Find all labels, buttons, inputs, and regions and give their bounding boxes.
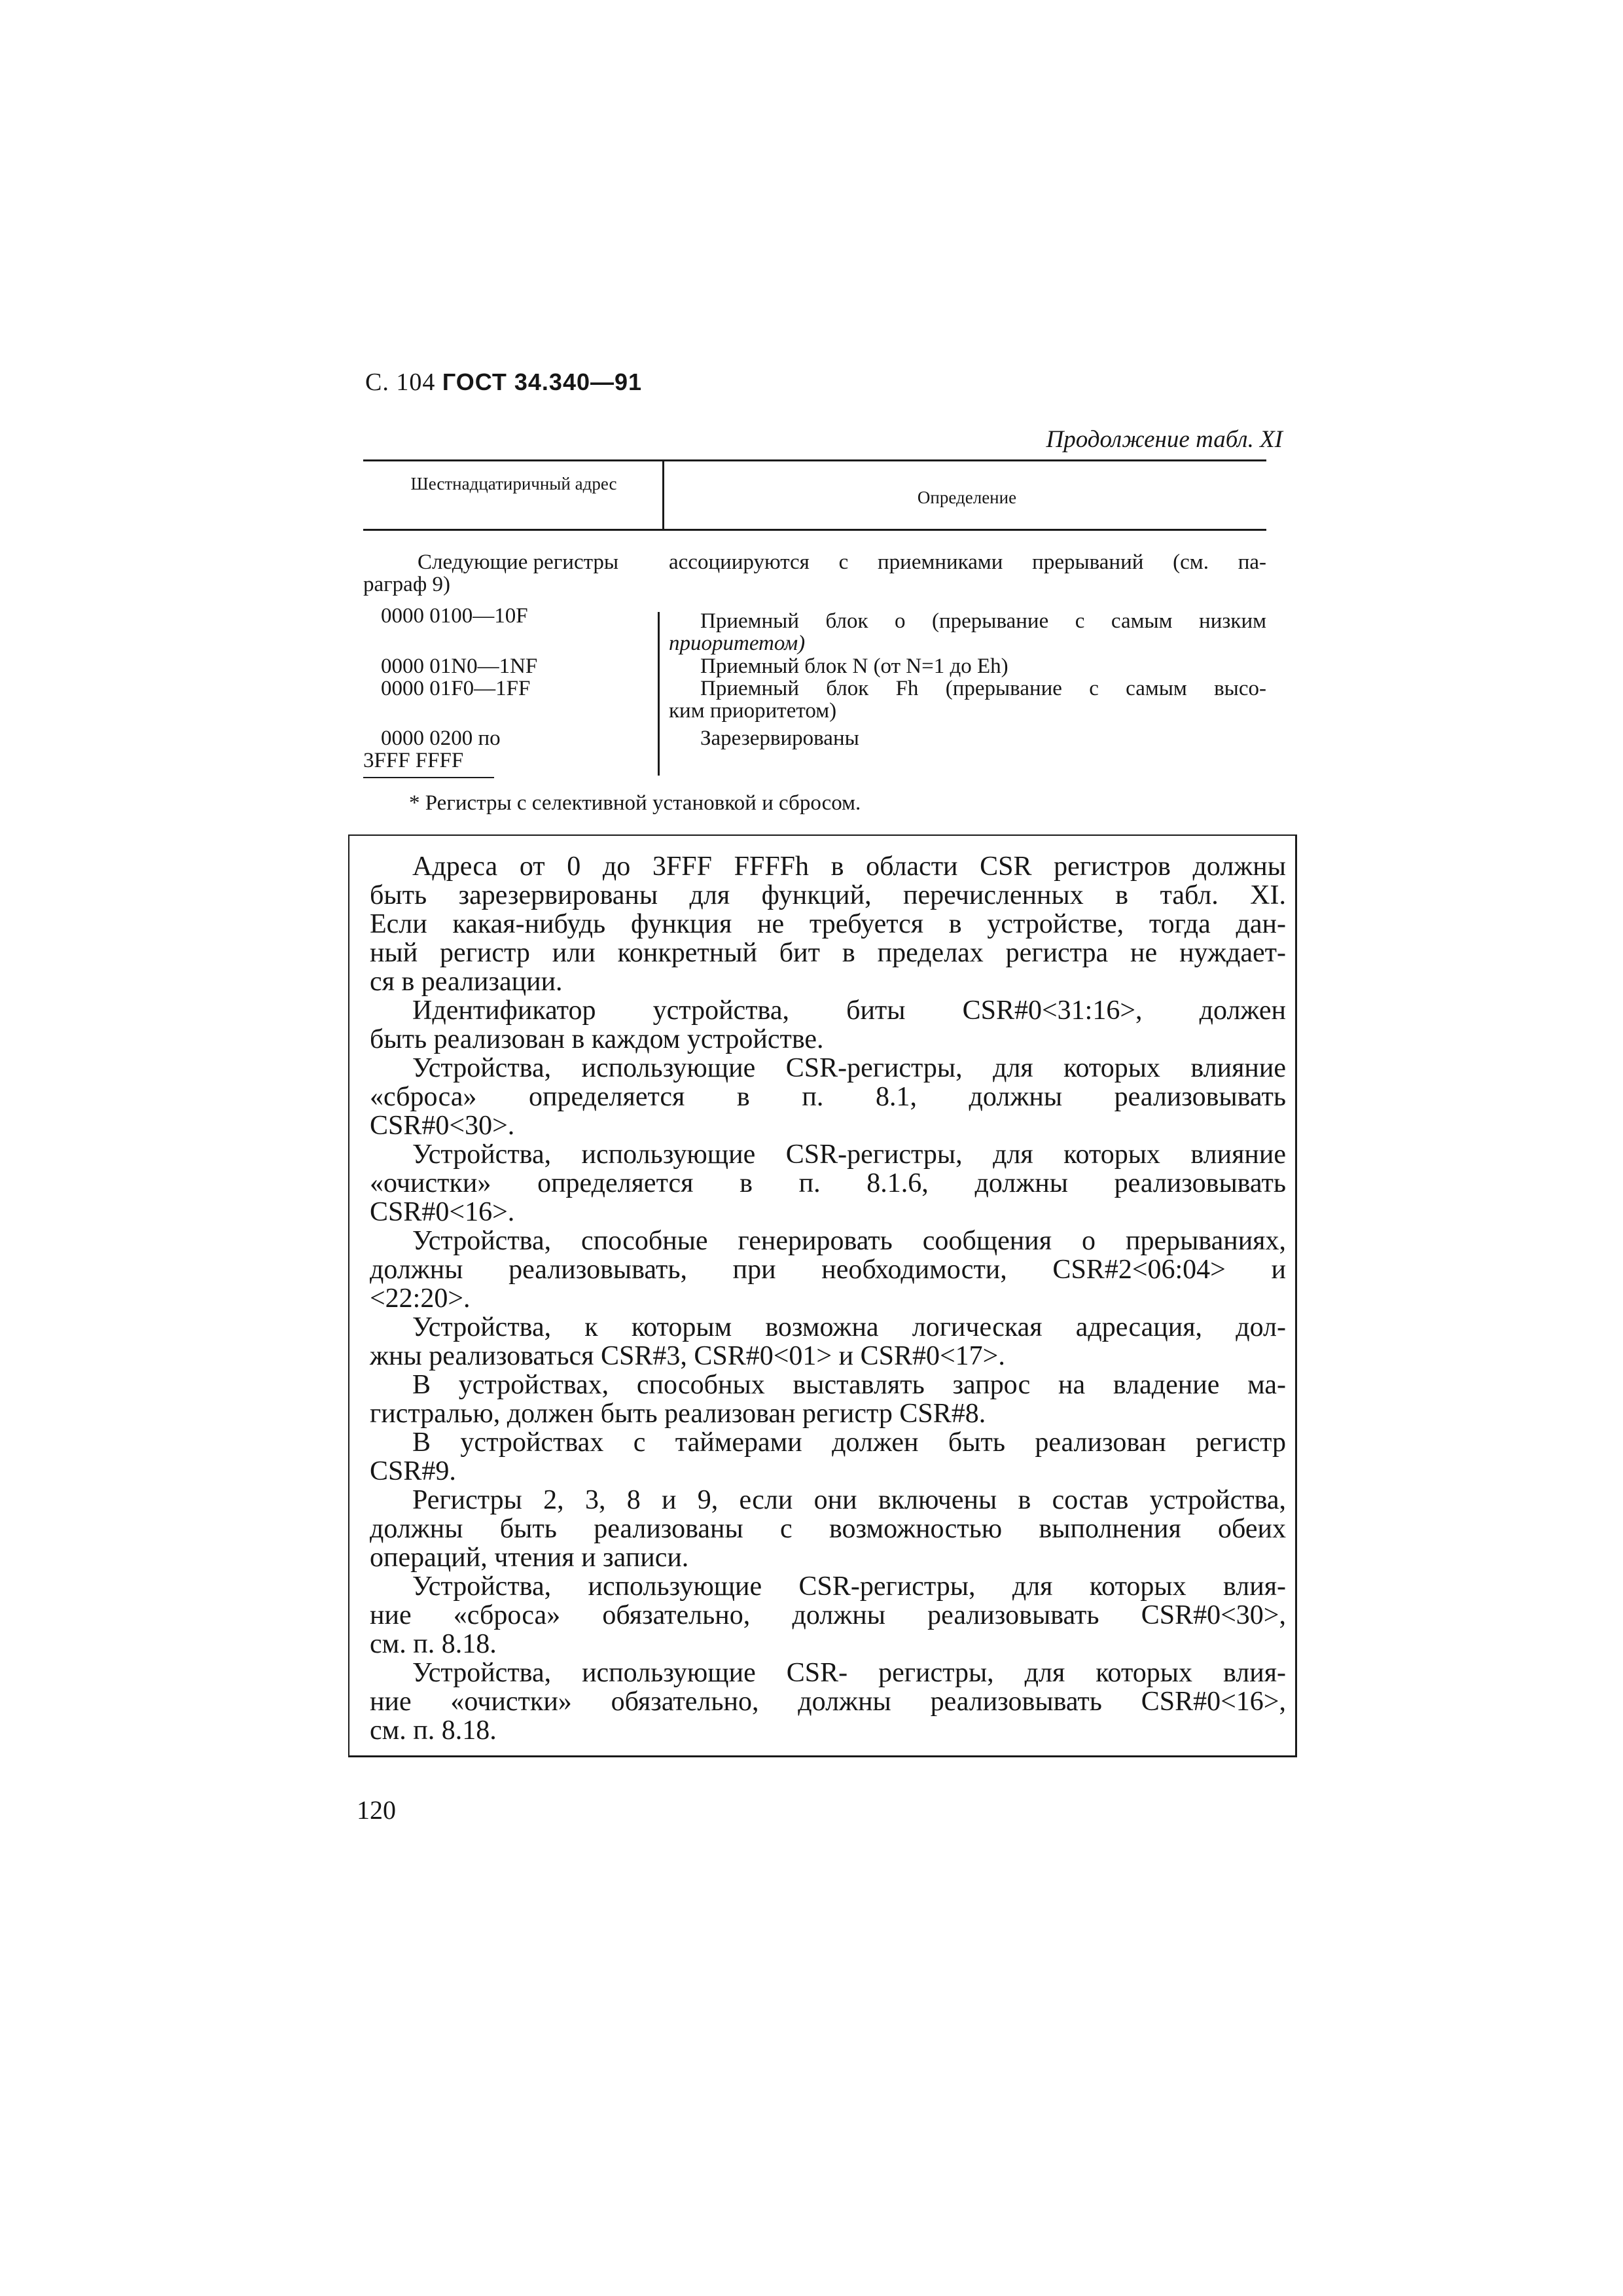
paragraph xyxy=(370,1371,1286,1428)
line: CSR#0<30>. xyxy=(370,1111,515,1141)
paragraph xyxy=(370,1227,1286,1313)
col-header-definition: Определение xyxy=(917,488,1017,507)
line: Устройства, к которым возможна логическая адресация, дол- xyxy=(412,1312,1286,1342)
row-definition-line: Приемный блок о (прерывание с самым низким xyxy=(700,609,1266,633)
line: ся в реализации. xyxy=(370,967,563,997)
paragraph xyxy=(370,1054,1286,1140)
row-address: 0000 0100—10F xyxy=(381,604,528,628)
intro-left: Следующие регистры xyxy=(418,550,619,574)
table-body-divider xyxy=(658,612,660,776)
line: см. п. 8.18. xyxy=(370,1629,497,1659)
paragraph xyxy=(370,852,1286,996)
line: ный регистр или конкретный бит в пределах регистра не нуждает- xyxy=(370,938,1286,968)
table-header-divider xyxy=(662,461,664,529)
line: Устройства, использующие CSR-регистры, для которых влияние xyxy=(412,1139,1286,1170)
line: жны реализоваться CSR#3, CSR#0<01> и CSR#0<17>. xyxy=(370,1341,1005,1371)
table-footnote: * Регистры с селективной установкой и сбросом. xyxy=(409,791,861,815)
box-left-rule xyxy=(348,834,349,1757)
intro-right: ассоциируются с приемниками прерываний (см. па- xyxy=(669,550,1266,574)
box-right-rule xyxy=(1295,834,1297,1757)
line: «сброса» определяется в п. 8.1, должны реализовывать xyxy=(370,1082,1286,1112)
col-header-address: Шестнадцатиричный адрес xyxy=(410,474,617,493)
line: «очистки» определяется в п. 8.1.6, должны реализовывать xyxy=(370,1168,1286,1198)
line: Идентификатор устройства, биты CSR#0<31:16>, должен xyxy=(412,996,1286,1026)
line: Если какая-нибудь функция не требуется в устройстве, тогда дан- xyxy=(370,909,1286,939)
table-top-rule xyxy=(363,459,1266,461)
paragraph xyxy=(370,1428,1286,1486)
line: <22:20>. xyxy=(370,1283,471,1314)
line: ние «очистки» обязательно, должны реализовывать CSR#0<16>, xyxy=(370,1687,1286,1717)
line: CSR#0<16>. xyxy=(370,1197,515,1227)
line: должны быть реализованы с возможностью выполнения обеих xyxy=(370,1514,1286,1544)
paragraph xyxy=(370,1572,1286,1659)
line: быть зарезервированы для функций, перечисленных в табл. XI. xyxy=(370,880,1286,910)
line: Устройства, использующие CSR-регистры, для которых влияние xyxy=(412,1053,1286,1083)
table-caption: Продолжение табл. XI xyxy=(1046,426,1283,453)
page-ref: С. 104 xyxy=(365,368,436,396)
row-address: 3FFF FFFF xyxy=(363,749,464,772)
row-definition-line: Зарезервированы xyxy=(700,726,859,750)
box-top-rule xyxy=(348,834,1297,836)
paragraph xyxy=(370,996,1286,1054)
row-definition-line: Приемный блок N (от N=1 до Eh) xyxy=(700,655,1008,678)
line: Устройства, использующие CSR- регистры, для которых влия- xyxy=(412,1658,1286,1688)
intro-continuation: раграф 9) xyxy=(363,573,450,596)
box-bottom-rule xyxy=(348,1755,1297,1757)
row-address: 0000 01N0—1NF xyxy=(381,655,538,678)
row-definition-line: Приемный блок Fh (прерывание с самым высо- xyxy=(700,677,1266,700)
line: Регистры 2, 3, 8 и 9, если они включены в состав устройства, xyxy=(412,1485,1286,1515)
line: В устройствах, способных выставлять запрос на владение ма- xyxy=(412,1370,1286,1400)
standard-number: ГОСТ 34.340—91 xyxy=(442,368,643,395)
paragraph xyxy=(370,1313,1286,1371)
running-header xyxy=(365,368,642,397)
row-definition-line: ким приоритетом) xyxy=(669,699,837,723)
line: Адреса от 0 до 3FFF FFFFh в области CSR регистров должны xyxy=(412,852,1286,882)
row-definition-line: приоритетом) xyxy=(669,632,806,655)
page-number: 120 xyxy=(357,1795,396,1825)
paragraph xyxy=(370,1486,1286,1572)
line: операций, чтения и записи. xyxy=(370,1543,689,1573)
line: CSR#9. xyxy=(370,1456,456,1486)
footnote-rule xyxy=(363,777,494,778)
line: ние «сброса» обязательно, должны реализовывать CSR#0<30>, xyxy=(370,1600,1286,1630)
line: см. п. 8.18. xyxy=(370,1715,497,1746)
line: быть реализован в каждом устройстве. xyxy=(370,1024,824,1054)
row-address: 0000 01F0—1FF xyxy=(381,677,531,700)
paragraph xyxy=(370,1140,1286,1227)
paragraph xyxy=(370,1659,1286,1745)
line: Устройства, способные генерировать сообщения о прерываниях, xyxy=(412,1226,1286,1256)
line: должны реализовывать, при необходимости, CSR#2<06:04> и xyxy=(370,1255,1286,1285)
line: Устройства, использующие CSR-регистры, для которых влия- xyxy=(412,1571,1286,1602)
line: В устройствах с таймерами должен быть реализован регистр xyxy=(412,1427,1286,1458)
row-address: 0000 0200 по xyxy=(381,726,501,750)
line: гистралью, должен быть реализован регистр CSR#8. xyxy=(370,1399,986,1429)
table-header-rule xyxy=(363,529,1266,531)
